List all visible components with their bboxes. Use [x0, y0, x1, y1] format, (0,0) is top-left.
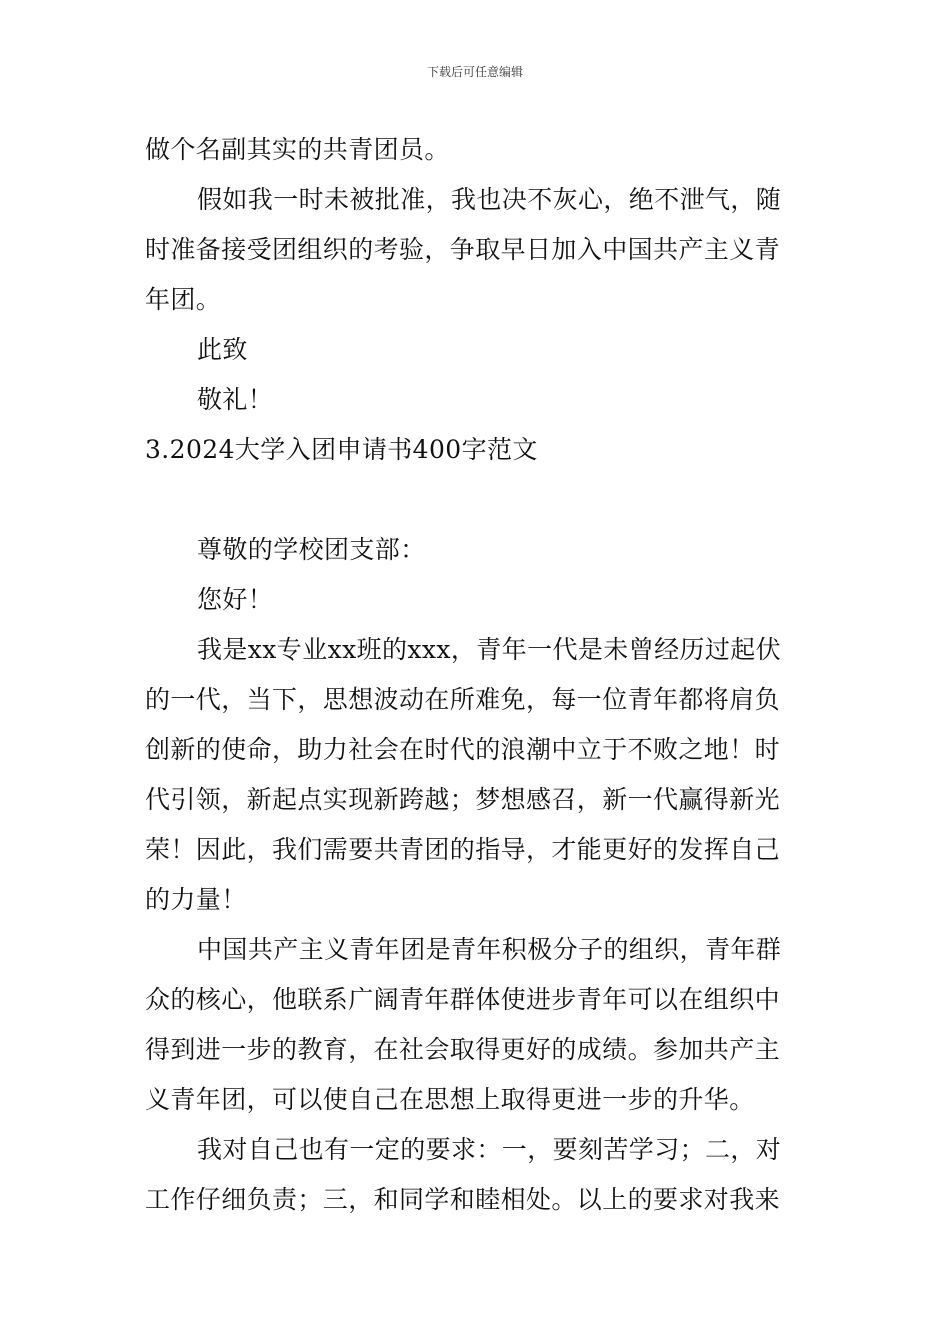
paragraph-2-line-1: 假如我一时未被批准，我也决不灰心，绝不泄气，随	[197, 185, 782, 214]
blank-line	[145, 475, 810, 525]
paragraph-2-line-2: 时准备接受团组织的考验，争取早日加入中国共产主义青	[145, 235, 781, 264]
section-heading: 3.2024大学入团申请书400字范文	[145, 435, 538, 464]
salutation: 尊敬的学校团支部：	[197, 535, 426, 564]
paragraph-4-line-1: 中国共产主义青年团是青年积极分子的组织，青年群	[197, 935, 782, 964]
paragraph-3-line-4: 代引领，新起点实现新跨越；梦想感召，新一代赢得新光	[145, 785, 781, 814]
paragraph-2-line-3: 年团。	[145, 285, 222, 314]
paragraph-5-line-1: 我对自己也有一定的要求：一，要刻苦学习；二，对	[197, 1135, 782, 1164]
paragraph-5-line-2: 工作仔细负责；三，和同学和睦相处。以上的要求对我来	[145, 1185, 781, 1214]
paragraph-1-line-1: 做个名副其实的共青团员。	[145, 135, 450, 164]
paragraph-3-line-5: 荣！因此，我们需要共青团的指导，才能更好的发挥自己	[145, 835, 781, 864]
paragraph-4-line-2: 众的核心，他联系广阔青年群体使进步青年可以在组织中	[145, 985, 781, 1014]
paragraph-3-line-6: 的力量！	[145, 885, 247, 914]
paragraph-3-line-3: 创新的使命，助力社会在时代的浪潮中立于不败之地！时	[145, 735, 781, 764]
closing-cizhi: 此致	[197, 335, 248, 364]
paragraph-4-line-3: 得到进一步的教育，在社会取得更好的成绩。参加共产主	[145, 1035, 781, 1064]
greeting: 您好！	[197, 585, 274, 614]
paragraph-3-line-2: 的一代，当下，思想波动在所难免，每一位青年都将肩负	[145, 685, 781, 714]
closing-jingli: 敬礼！	[197, 385, 274, 414]
document-body	[145, 125, 810, 1225]
page-header-note: 下载后可任意编辑	[426, 65, 523, 79]
paragraph-3-line-1: 我是xx专业xx班的xxx，青年一代是未曾经历过起伏	[197, 635, 782, 664]
paragraph-4-line-4: 义青年团，可以使自己在思想上取得更进一步的升华。	[145, 1085, 755, 1114]
